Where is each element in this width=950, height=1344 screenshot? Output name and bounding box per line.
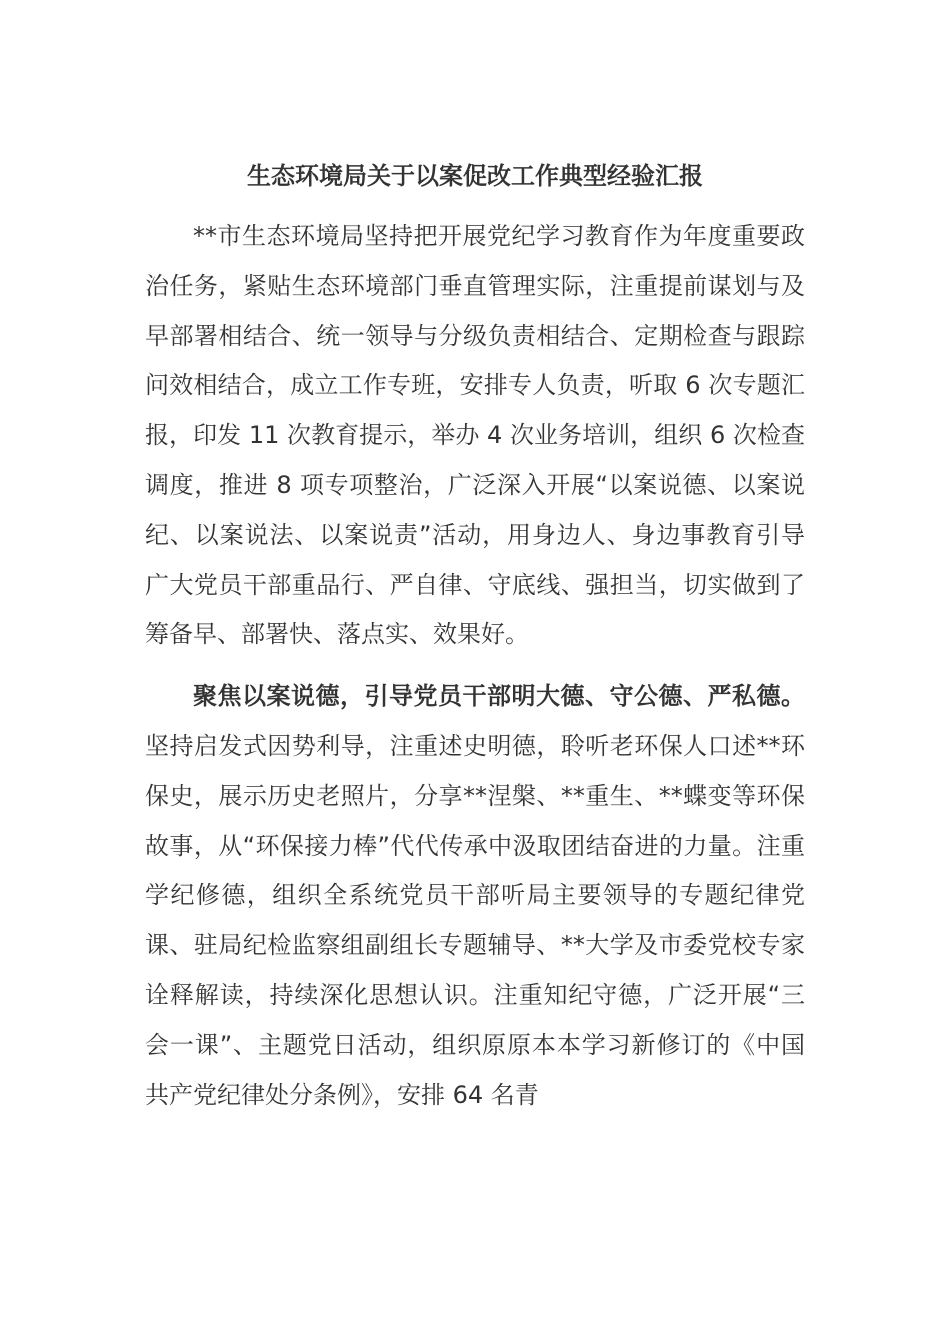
paragraph-moral-text: 坚持启发式因势利导，注重述史明德，聆听老环保人口述**环保史，展示历史老照片，分享**涅槃、**重生、**蝶变等环保故事，从“环保接力棒”代代传承中汲取团结奋进的力量。注重学纪修德，组织全系统党员干部听局主要领导的专题纪律党课、驻局纪检监察组副组长专题辅导、**大学及市委党校专家诠释解读，持续深化思想认识。注重知纪守德，广泛开展“三会一课”、主题党日活动，组织原原本本学习新修订的《中国共产党纪律处分条例》，安排 64 名青 (145, 731, 805, 1109)
paragraph-moral-lead: 聚焦以案说德，引导党员干部明大德、守公德、严私德。 (193, 682, 805, 711)
paragraph-intro (145, 212, 805, 660)
paragraph-moral (145, 672, 805, 1120)
document-body (145, 151, 805, 1120)
document-title: 生态环境局关于以案促改工作典型经验汇报 (247, 162, 703, 190)
paragraph-intro-text: **市生态环境局坚持把开展党纪学习教育作为年度重要政治任务，紧贴生态环境部门垂直管理实际，注重提前谋划与及早部署相结合、统一领导与分级负责相结合、定期检查与跟踪问效相结合，成立工作专班，安排专人负责，听取 6 次专题汇报，印发 11 次教育提示，举办 4 次业务培训，组织 6 次检查调度，推进 8 项专项整治，广泛深入开展“以案说德、以案说纪、以案说法、以案说责”活动，用身边人、身边事教育引导广大党员干部重品行、严自律、守底线、强担当，切实做到了筹备早、部署快、落点实、效果好。 (145, 222, 805, 649)
